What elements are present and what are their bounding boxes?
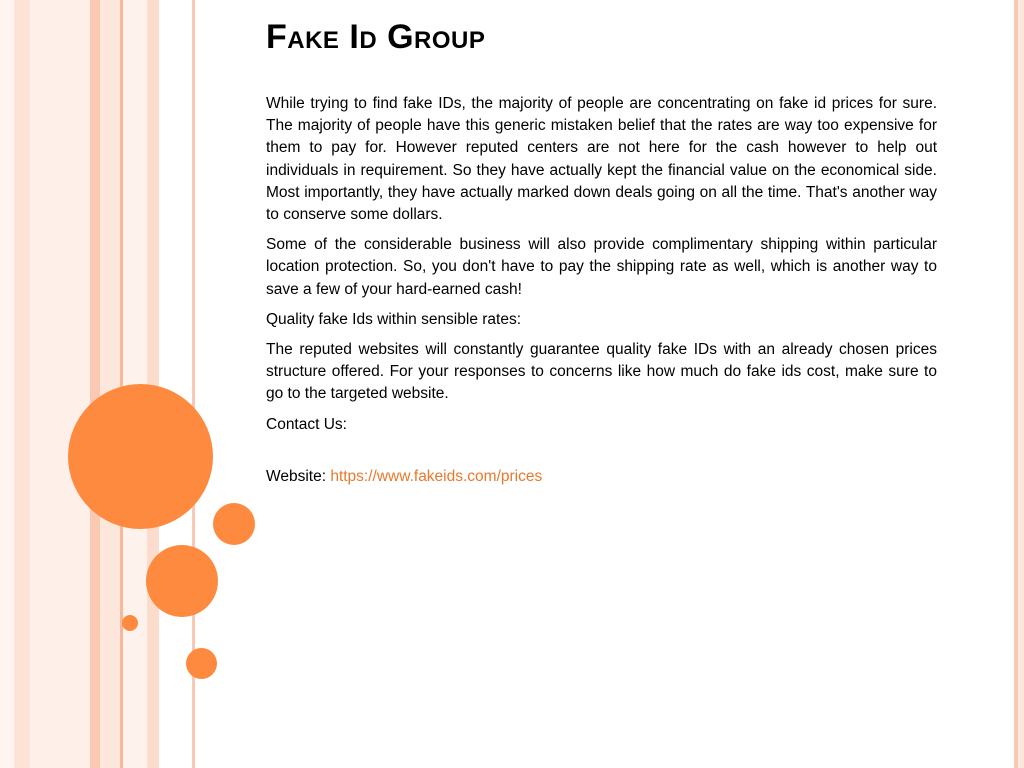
decorative-circle-large xyxy=(68,384,213,529)
paragraph-shipping: Some of the considerable business will also provide complimentary shipping within particular location protection. So, you don't have to pay the shipping rate as well, which is another way to save a few of your hard-earned cash! xyxy=(266,236,937,298)
decorative-circle-medium xyxy=(146,545,218,617)
decorative-circle-small-1 xyxy=(213,503,255,545)
paragraph-contact-heading: Contact Us: xyxy=(266,415,347,433)
decorative-circle-small-2 xyxy=(186,648,217,679)
decorative-stripe-9 xyxy=(159,0,192,768)
slide-body xyxy=(266,93,937,496)
paragraph-intro: While trying to find fake IDs, the majority of people are concentrating on fake id prices for sure. The majority of people have this generic mistaken belief that the rates are way too expensive for them to pay for. However reputed centers are not here for the cash however to help out individuals in requirement. So they have actually kept the financial value on the economical side. Most importantly, they have actually marked down deals going on all the time. That's another way to conserve some dollars. xyxy=(266,95,937,224)
spacer xyxy=(266,444,937,466)
decorative-stripe-right-2 xyxy=(1018,0,1024,768)
decorative-stripe-5 xyxy=(100,0,120,768)
decorative-stripe-4 xyxy=(90,0,100,768)
website-line xyxy=(266,466,937,488)
website-link[interactable]: https://www.fakeids.com/prices xyxy=(330,467,543,485)
decorative-circle-tiny xyxy=(122,615,138,631)
paragraph-quality-heading: Quality fake Ids within sensible rates: xyxy=(266,310,522,328)
paragraph-quality: The reputed websites will constantly guarantee quality fake IDs with an already chosen prices structure offered. For your responses to concerns like how much do fake ids cost, make sure to go to the targeted website. xyxy=(266,341,937,403)
website-label: Website: xyxy=(266,467,331,485)
slide-title: Fake Id Group xyxy=(266,18,486,56)
decorative-stripe-2 xyxy=(14,0,30,768)
decorative-stripe-1 xyxy=(0,0,14,768)
decorative-stripe-3 xyxy=(30,0,90,768)
